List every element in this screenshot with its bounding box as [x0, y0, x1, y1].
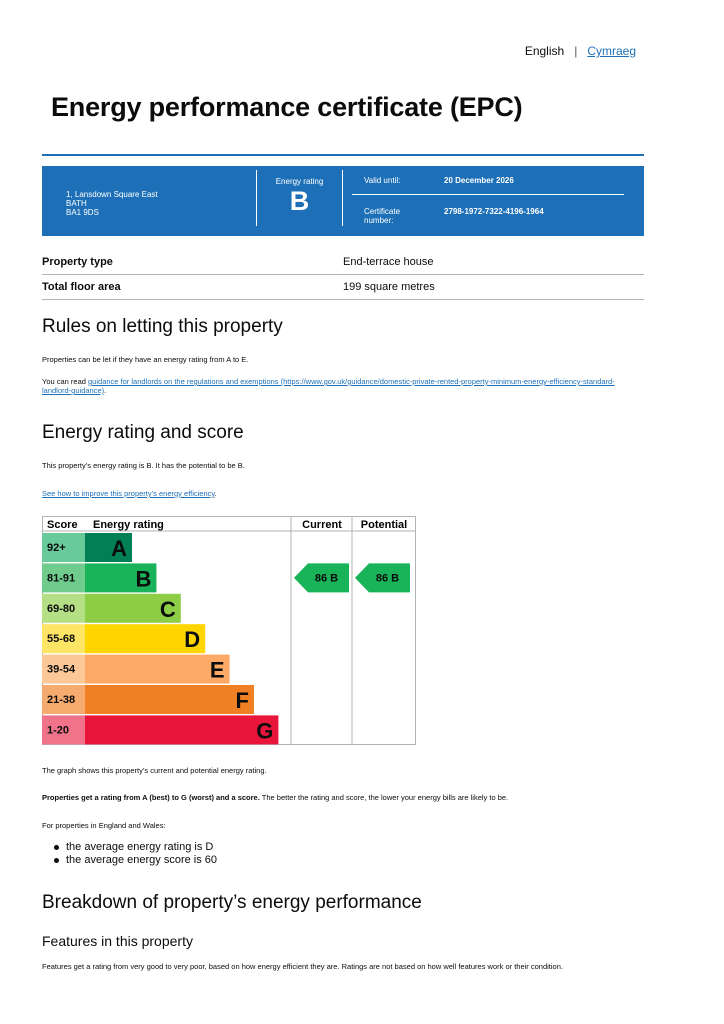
property-type-value: End-terrace house [343, 256, 434, 268]
language-current: English [524, 44, 565, 58]
energy-rating-graph [42, 516, 416, 745]
rating-explanation-rest: The better the rating and score, the lower your energy bills are likely to be. [259, 793, 509, 802]
band-score-label: 81-91 [47, 572, 76, 585]
current-rating-label: 86 B [314, 572, 339, 585]
energy-rating-value: B [289, 186, 310, 216]
address-line-1: 1, Lansdown Square East [66, 190, 158, 199]
table-row [42, 275, 644, 300]
energy-rating-chart [42, 516, 416, 745]
certificate-number-label: Certificate number: [364, 207, 401, 225]
letting-heading: Rules on letting this property [42, 316, 283, 337]
address-line-3: BA1 9DS [66, 208, 99, 217]
band-letter: B [135, 566, 152, 592]
band-score-label: 55-68 [47, 633, 76, 646]
england-wales-text: For properties in England and Wales: [42, 821, 166, 830]
header-potential: Potential [360, 519, 408, 531]
band-letter: E [209, 657, 225, 683]
guidance-suffix: . [104, 386, 107, 395]
header-energy-rating: Energy rating [93, 519, 164, 531]
rating-heading: Energy rating and score [42, 422, 244, 443]
guidance-link[interactable]: guidance for landlords on the regulations and exemptions (https://www.gov.uk/guidance/domestic-private-rented-property-minimum-energy-efficiency-standard-landlord-guidance) [42, 377, 615, 395]
band-letter: D [184, 627, 201, 653]
average-list [52, 841, 217, 867]
band-score-label: 1-20 [47, 724, 70, 737]
valid-until-value: 20 December 2026 [444, 176, 514, 185]
rating-explanation-bold: Properties get a rating from A (best) to G (worst) and a score. [42, 793, 260, 802]
certificate-number-value: 2798-1972-7322-4196-1964 [444, 207, 544, 216]
band-letter: C [159, 596, 176, 622]
list-item: the average energy rating is D [52, 841, 217, 854]
table-row [42, 250, 644, 275]
guidance-prefix: You can read [42, 377, 89, 386]
band-score-label: 21-38 [47, 694, 76, 706]
banner-rule [352, 194, 624, 195]
banner-divider [342, 170, 343, 226]
improve-efficiency-link[interactable]: See how to improve this property’s energy efficiency [42, 489, 215, 498]
header-current: Current [302, 519, 342, 531]
floor-area-key: Total floor area [42, 281, 121, 293]
band-letter: F [235, 688, 249, 713]
property-type-key: Property type [42, 256, 113, 268]
features-subheading: Features in this property [42, 933, 193, 949]
letting-text: Properties can be let if they have an energy rating from A to E. [42, 355, 249, 364]
letting-guidance [42, 377, 642, 395]
breakdown-heading: Breakdown of property’s energy performance [42, 892, 422, 913]
band-letter: A [111, 536, 127, 561]
address-line-2: BATH [66, 199, 87, 208]
band-score-label: 69-80 [47, 602, 76, 615]
list-item: the average energy score is 60 [52, 854, 217, 867]
language-separator: | [574, 44, 578, 58]
rating-explanation [42, 793, 642, 802]
improve-suffix: . [214, 489, 217, 498]
language-switcher [525, 44, 636, 58]
language-cymraeg-link[interactable]: Cymraeg [587, 44, 636, 58]
rating-text: This property’s energy rating is B. It has the potential to be B. [42, 461, 245, 470]
band-bar-f [85, 685, 254, 714]
band-letter: G [256, 718, 274, 744]
title-divider [42, 154, 644, 156]
property-address [66, 190, 158, 217]
property-details-table [42, 250, 644, 300]
band-score-label: 39-54 [47, 663, 76, 676]
improve-efficiency [42, 489, 642, 498]
floor-area-value: 199 square metres [343, 281, 435, 293]
graph-caption: The graph shows this property’s current and potential energy rating. [42, 766, 267, 775]
energy-rating-label: Energy rating [275, 177, 324, 186]
band-score-label: 92+ [47, 542, 66, 554]
page-title: Energy performance certificate (EPC) [51, 92, 523, 122]
features-text: Features get a rating from very good to very poor, based on how energy efficient they are. Ratings are not based on how well features work or their condition. [42, 962, 563, 971]
summary-banner [42, 166, 644, 236]
band-bar-e [85, 655, 230, 684]
band-bar-g [85, 715, 278, 744]
valid-until-label: Valid until: [364, 176, 401, 185]
header-score: Score [47, 519, 78, 531]
potential-rating-label: 86 B [375, 572, 400, 585]
